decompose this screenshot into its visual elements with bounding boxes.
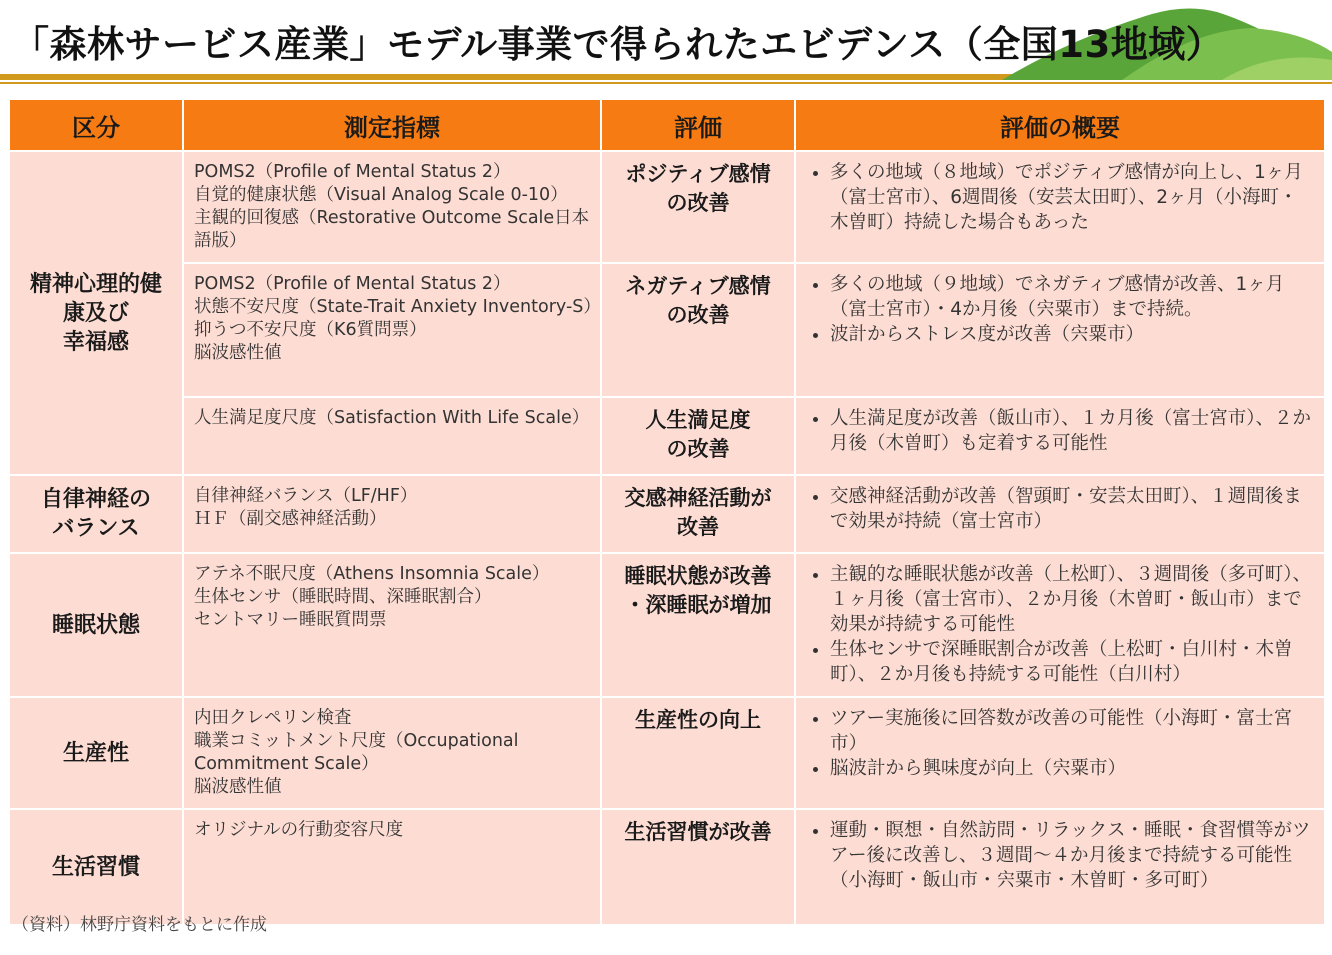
evaluation-line: 交感神経活動が (624, 486, 772, 510)
indicator-item: 抑うつ不安尺度（K6質問票） (194, 320, 427, 340)
evaluation-line: 生産性の向上 (635, 708, 761, 732)
evaluation-cell (601, 151, 795, 263)
evaluation-line: の改善 (666, 191, 730, 215)
indicator-cell (183, 553, 601, 697)
summary-cell (795, 151, 1325, 263)
category-productivity (9, 697, 183, 809)
category-line: 生産性 (62, 740, 129, 766)
summary-bullet: • 波計からストレス度が改善（宍粟市） (830, 322, 1314, 347)
table-row (9, 809, 1325, 925)
table-row (9, 397, 1325, 475)
summary-bullet: • 脳波計から興味度が向上（宍粟市） (830, 756, 1314, 781)
indicator-cell (183, 397, 601, 475)
indicator-item: 自覚的健康状態（Visual Analog Scale 0-10） (194, 185, 568, 205)
evaluation-cell (601, 697, 795, 809)
evaluation-line: ・深睡眠が増加 (624, 593, 772, 617)
category-mental-health (9, 151, 183, 475)
evaluation-cell (601, 263, 795, 397)
header-evaluation: 評価 (601, 99, 795, 151)
evaluation-line: 睡眠状態が改善 (624, 564, 772, 588)
indicator-item: 脳波感性値 (194, 777, 282, 797)
category-line: 幸福感 (62, 329, 129, 355)
table-row (9, 553, 1325, 697)
evaluation-cell (601, 809, 795, 925)
indicator-cell (183, 697, 601, 809)
summary-bullet: • 運動・瞑想・自然訪問・リラックス・睡眠・食習慣等がツアー後に改善し、３週間〜４か月後まで持続する可能性（小海町・飯山市・宍粟市・木曽町・多可町） (830, 818, 1314, 893)
evaluation-line: ネガティブ感情 (625, 274, 771, 298)
table-row (9, 697, 1325, 809)
indicator-item: オリジナルの行動変容尺度 (194, 820, 404, 840)
indicator-item: セントマリー睡眠質問票 (194, 610, 387, 630)
evaluation-cell (601, 397, 795, 475)
header-category: 区分 (9, 99, 183, 151)
category-line: 生活習慣 (51, 854, 140, 880)
indicator-item: ＨＦ（副交感神経活動） (194, 509, 387, 529)
indicator-item: 自律神経バランス（LF/HF） (194, 486, 418, 506)
page-title: 「森林サービス産業」モデル事業で得られたエビデンス（全国13地域） (12, 23, 1224, 66)
header-summary: 評価の概要 (795, 99, 1325, 151)
indicator-item: アテネ不眠尺度（Athens Insomnia Scale） (194, 564, 550, 584)
indicator-item: 状態不安尺度（State-Trait Anxiety Inventory-S） (194, 297, 601, 317)
category-line: 自律神経の (40, 487, 151, 512)
indicator-item: POMS2（Profile of Mental Status 2） (194, 274, 511, 294)
summary-cell (795, 809, 1325, 925)
category-lifestyle (9, 809, 183, 925)
table-row (9, 475, 1325, 553)
summary-bullet: • 多くの地域（８地域）でポジティブ感情が向上し、1ヶ月（富士宮市）、6週間後（安芸太田町）、2ヶ月（小海町・木曽町）持続した場合もあった (830, 160, 1314, 235)
indicator-item: 内田クレペリン検査 (194, 708, 352, 728)
evaluation-line: ポジティブ感情 (625, 162, 771, 186)
header-row (9, 99, 1325, 151)
summary-cell (795, 397, 1325, 475)
summary-bullet: • 主観的な睡眠状態が改善（上松町）、３週間後（多可町）、１ヶ月後（富士宮市）、２か月後（木曽町・飯山市）まで効果が持続する可能性 (830, 562, 1314, 637)
indicator-cell (183, 809, 601, 925)
evaluation-line: 人生満足度 (645, 408, 751, 432)
evaluation-line: 改善 (677, 515, 719, 539)
indicator-cell (183, 475, 601, 553)
category-line: 精神心理的健 (29, 271, 162, 297)
summary-bullet: • ツアー実施後に回答数が改善の可能性（小海町・富士宮市） (830, 706, 1314, 756)
evaluation-line: 生活習慣が改善 (624, 820, 772, 844)
evaluation-line: の改善 (666, 437, 730, 461)
table-row (9, 263, 1325, 397)
summary-bullet: • 人生満足度が改善（飯山市）、１カ月後（富士宮市）、２か月後（木曽町）も定着する可能性 (830, 406, 1314, 456)
category-autonomic-balance (9, 475, 183, 553)
source-note: （資料）林野庁資料をもとに作成 (12, 915, 267, 935)
indicator-item: 生体センサ（睡眠時間、深睡眠割合） (194, 587, 492, 607)
category-line: 康及び (62, 300, 129, 326)
category-sleep (9, 553, 183, 697)
indicator-cell (183, 151, 601, 263)
evaluation-cell (601, 553, 795, 697)
table-row (9, 151, 1325, 263)
indicator-item: 脳波感性値 (194, 343, 282, 363)
category-line: 睡眠状態 (51, 612, 140, 638)
summary-cell (795, 263, 1325, 397)
title-underline-thin (0, 82, 1332, 84)
indicator-item: 職業コミットメント尺度（Occupational Commitment Scale） (194, 731, 519, 774)
evidence-table (8, 98, 1326, 926)
summary-cell (795, 553, 1325, 697)
summary-cell (795, 697, 1325, 809)
indicator-item: 主観的回復感（Restorative Outcome Scale日本語版） (194, 208, 590, 251)
evaluation-line: の改善 (666, 303, 730, 327)
category-line: バランス (52, 516, 140, 541)
summary-bullet: • 交感神経活動が改善（智頭町・安芸太田町）、１週間後まで効果が持続（富士宮市） (830, 484, 1314, 534)
header-indicator: 測定指標 (183, 99, 601, 151)
indicator-item: POMS2（Profile of Mental Status 2） (194, 162, 511, 182)
summary-bullet: • 多くの地域（９地域）でネガティブ感情が改善、1ヶ月（富士宮市）・4か月後（宍粟市）まで持続。 (830, 272, 1314, 322)
evaluation-cell (601, 475, 795, 553)
summary-bullet: • 生体センサで深睡眠割合が改善（上松町・白川村・木曽町）、２か月後も持続する可能性（白川村） (830, 637, 1314, 687)
summary-cell (795, 475, 1325, 553)
indicator-cell (183, 263, 601, 397)
indicator-item: 人生満足度尺度（Satisfaction With Life Scale） (194, 408, 590, 428)
